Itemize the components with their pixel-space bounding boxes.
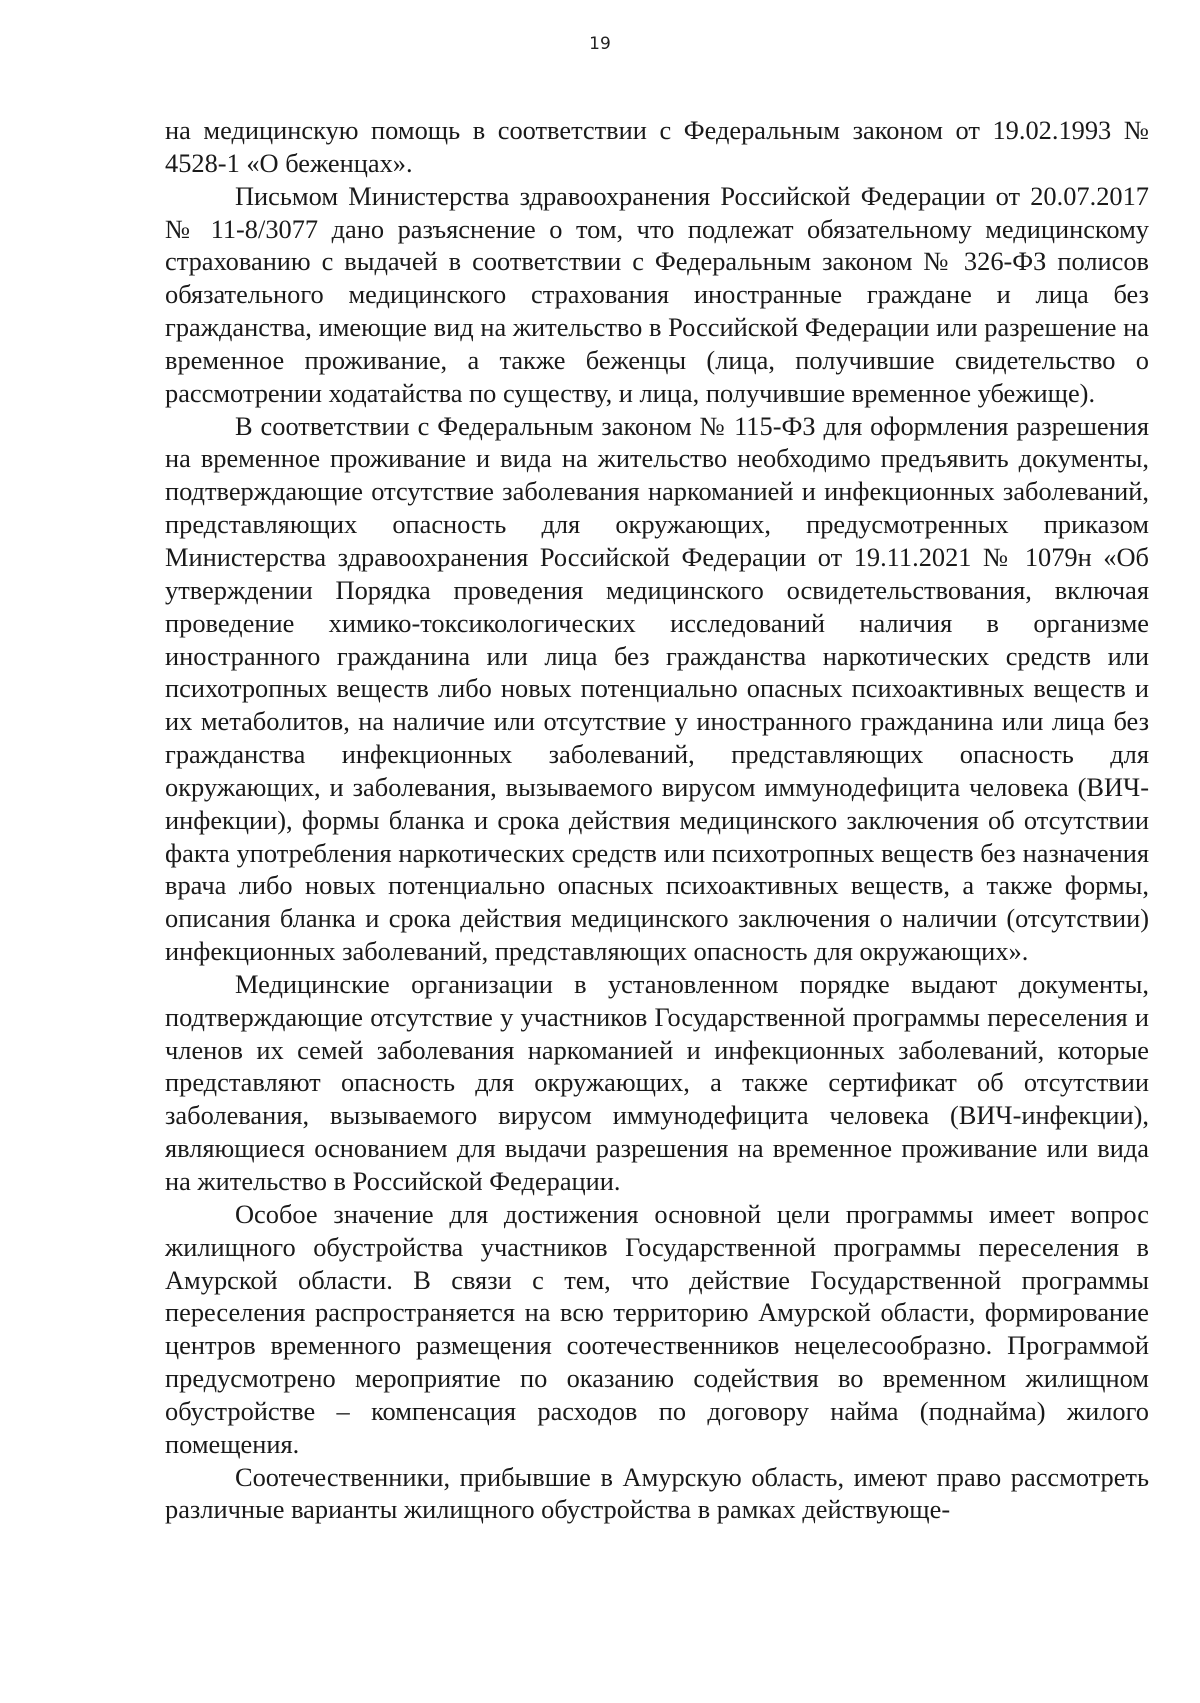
paragraph-4: Медицинские организации в установленном порядке выдают документы, подтверждающие отсутствие у участников Государственной программы переселения и членов их семей заболевания наркоманией и инфекционных заболеваний, которые представляют опасность для окружающих, а также сертификат об отсутствии заболевания, вызываемого вирусом иммунодефицита человека (ВИЧ-инфекции), являющиеся основанием для выдачи разрешения на временное проживание или вида на жительство в Российской Федерации.	[165, 968, 1149, 1196]
paragraph-2: Письмом Министерства здравоохранения Российской Федерации от 20.07.2017 № 11-8/3077 дано разъяснение о том, что подлежат обязательному медицинскому страхованию с выдачей в соответствии с Федеральным законом № 326-ФЗ полисов обязательного медицинского страхования иностранные граждане и лица без гражданства, имеющие вид на жительство в Российской Федерации или разрешение на временное проживание, а также беженцы (лица, получившие свидетельство о рассмотрении ходатайства по существу, и лица, получившие временное убежище).	[165, 180, 1149, 408]
paragraph-6: Соотечественники, прибывшие в Амурскую область, имеют право рассмотреть различные варианты жилищного обустройства в рамках действующе-	[165, 1461, 1149, 1525]
document-body	[165, 114, 1149, 1526]
page-number: 19	[589, 34, 611, 54]
paragraph-3: В соответствии с Федеральным законом № 115-ФЗ для оформления разрешения на временное проживание и вида на жительство необходимо предъявить документы, подтверждающие отсутствие заболевания наркоманией и инфекционных заболеваний, представляющих опасность для окружающих, предусмотренных приказом Министерства здравоохранения Российской Федерации от 19.11.2021 № 1079н «Об утверждении Порядка проведения медицинского освидетельствования, включая проведение химико-токсикологических исследований наличия в организме иностранного гражданина или лица без гражданства наркотических средств или психотропных веществ либо новых потенциально опасных психоактивных веществ и их метаболитов, на наличие или отсутствие у иностранного гражданина или лица без гражданства инфекционных заболеваний, представляющих опасность для окружающих, и заболевания, вызываемого вирусом иммунодефицита человека (ВИЧ-инфекции), формы бланка и срока действия медицинского заключения об отсутствии факта употребления наркотических средств или психотропных веществ без назначения врача либо новых потенциально опасных психоактивных веществ, а также формы, описания бланка и срока действия медицинского заключения о наличии (отсутствии) инфекционных заболеваний, представляющих опасность для окружающих».	[165, 410, 1149, 967]
paragraph-1: на медицинскую помощь в соответствии с Федеральным законом от 19.02.1993 № 4528-1 «О беженцах».	[165, 115, 1149, 178]
paragraph-5: Особое значение для достижения основной цели программы имеет вопрос жилищного обустройства участников Государственной программы переселения в Амурской области. В связи с тем, что действие Государственной программы переселения распространяется на всю территорию Амурской области, формирование центров временного размещения соотечественников нецелесообразно. Программой предусмотрено мероприятие по оказанию содействия во временном жилищном обустройстве – компенсация расходов по договору найма (поднайма) жилого помещения.	[165, 1198, 1149, 1459]
